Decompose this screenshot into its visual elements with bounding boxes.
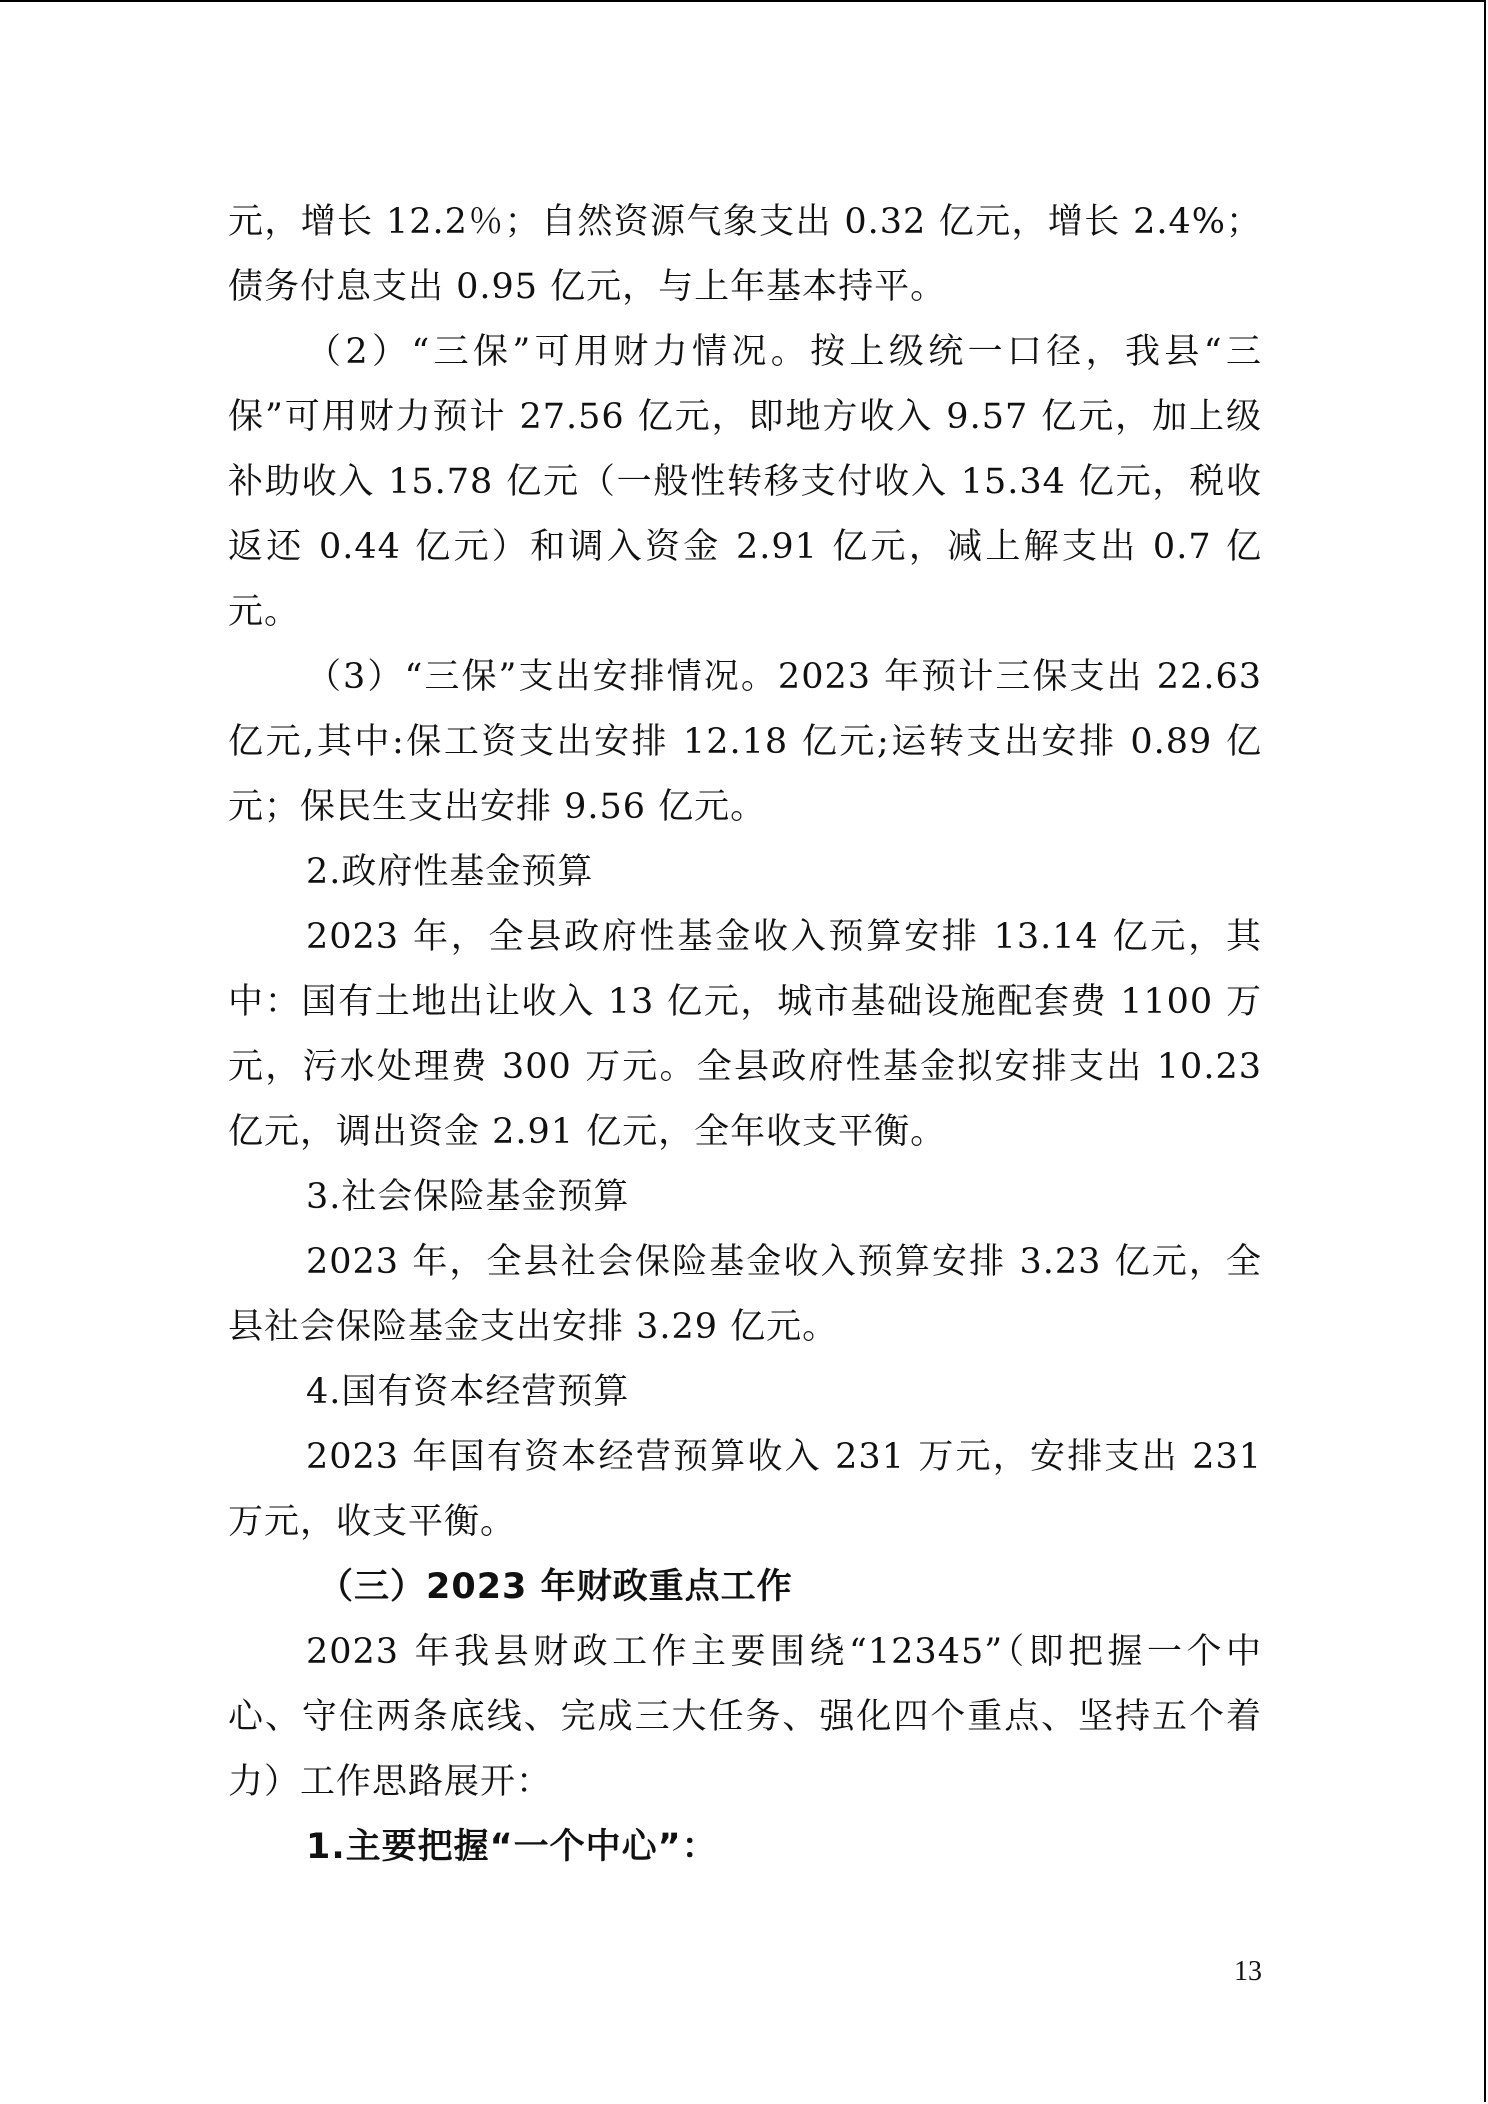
section-heading-key-work-2023: （三）2023 年财政重点工作	[318, 1567, 793, 1607]
paragraph-state-capital-budget: 2023 年国有资本经营预算收入 231 万元，安排支出 231 万元，收支平衡。	[228, 1437, 1262, 1542]
page-number: 13	[1234, 1956, 1262, 1987]
document-body	[228, 190, 1262, 1880]
paragraph-social-insurance-fund-budget: 2023 年，全县社会保险基金收入预算安排 3.23 亿元，全县社会保险基金支出安排 3.29 亿元。	[228, 1242, 1262, 1347]
heading-government-fund-budget: 2.政府性基金预算	[306, 852, 594, 892]
paragraph-sanbao-available-funds: （2）“三保”可用财力情况。按上级统一口径，我县“三保”可用财力预计 27.56 亿元，即地方收入 9.57 亿元，加上级补助收入 15.78 亿元（一般性转移支付收入 15.34 亿元，税收返还 0.44 亿元）和调入资金 2.91 亿元，减上解支出 0.7 亿元。	[228, 332, 1262, 632]
heading-state-capital-budget: 4.国有资本经营预算	[306, 1372, 630, 1412]
heading-social-insurance-fund-budget: 3.社会保险基金预算	[306, 1177, 630, 1217]
paragraph-key-work-overview: 2023 年我县财政工作主要围绕“12345”（即把握一个中心、守住两条底线、完成三大任务、强化四个重点、坚持五个着力）工作思路展开：	[228, 1632, 1262, 1802]
paragraph-expenditure-continued: 元，增长 12.2％；自然资源气象支出 0.32 亿元，增长 2.4%；债务付息支出 0.95 亿元，与上年基本持平。	[228, 202, 1262, 307]
sub-heading-one-center: 1.主要把握“一个中心”：	[306, 1827, 718, 1867]
paragraph-sanbao-expenditure: （3）“三保”支出安排情况。2023 年预计三保支出 22.63 亿元,其中:保工资支出安排 12.18 亿元;运转支出安排 0.89 亿元；保民生支出安排 9.56 亿元。	[228, 657, 1262, 827]
paragraph-government-fund-budget: 2023 年，全县政府性基金收入预算安排 13.14 亿元，其中：国有土地出让收入 13 亿元，城市基础设施配套费 1100 万元，污水处理费 300 万元。全县政府性基金拟安排支出 10.23 亿元，调出资金 2.91 亿元，全年收支平衡。	[228, 917, 1262, 1152]
